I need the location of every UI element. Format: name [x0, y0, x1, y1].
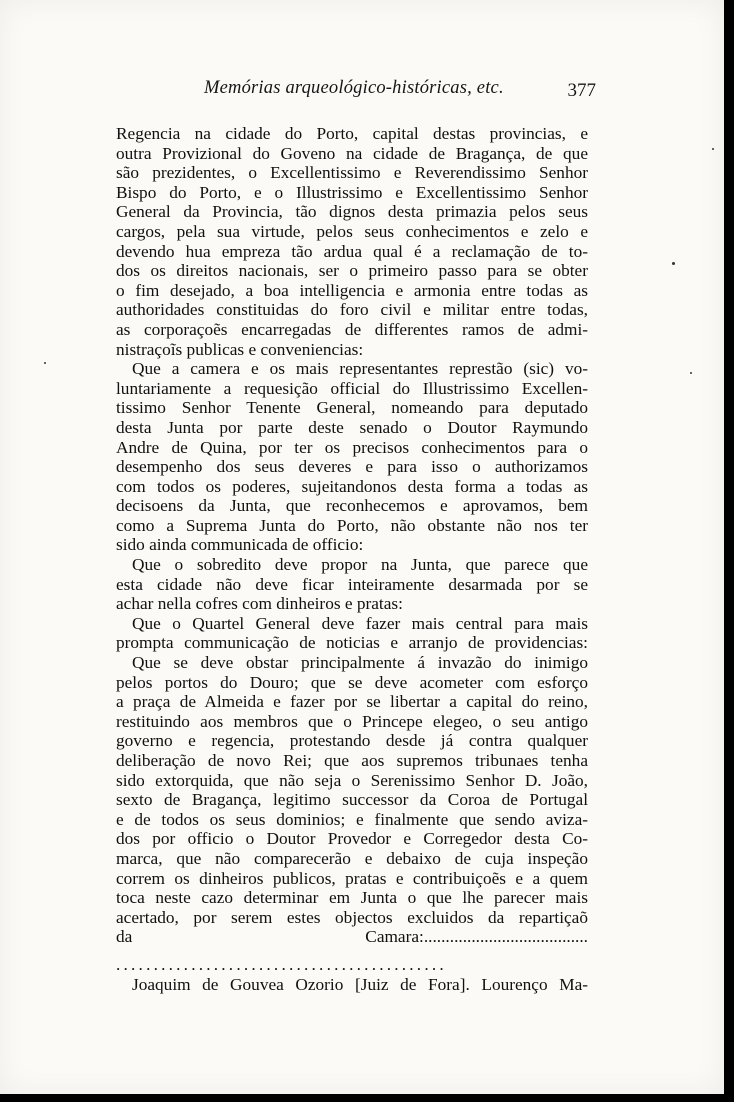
text-line: Bispo do Porto, e o Illustrissimo e Excellentissimo Senhor: [116, 182, 588, 202]
text-line: Que o sobredito deve propor na Junta, que parece que: [132, 555, 588, 575]
text-line: sido extorquida, que não seja o Serenissimo Senhor D. João,: [116, 770, 588, 790]
text-line: com todos os poderes, sujeitandonos desta forma a todas as: [116, 476, 588, 496]
text-line: Que se deve obstar principalmente á invazão do inimigo: [132, 653, 588, 673]
speck: [712, 148, 714, 150]
text-line: o fim desejado, a boa intelligencia e armonia entre todas as: [116, 280, 588, 300]
text-line: General da Provincia, tão dignos desta primazia pelos seus: [116, 202, 588, 222]
text-line: restituindo aos membros que o Princepe elegeo, o seu antigo: [116, 711, 588, 731]
text-line: desta Junta por parte deste senado o Doutor Raymundo: [116, 417, 588, 437]
text-line: pelos portos do Douro; que se deve acometer com esforço: [116, 672, 588, 692]
speck: [44, 362, 46, 364]
speck: [672, 262, 675, 265]
text-line: esta cidade não deve ficar inteiramente desarmada por se: [116, 574, 588, 594]
text-line: Andre de Quina, por ter os precisos conhecimentos para o: [116, 437, 588, 457]
text-line: e de todos os seus dominios; e finalmente que sendo aviza-: [116, 809, 588, 829]
text-line: deliberação de novo Rei; que aos supremos tribunaes tenha: [116, 751, 588, 770]
text-line: acertado, por serem estes objectos excluidos da repartiçaõ: [116, 907, 588, 927]
section-gap: [116, 947, 588, 955]
text-line: correm os dinheiros publicos, pratas e contribuiçoẽs e a quem: [116, 868, 588, 888]
text-line: outra Provizional do Goveno na cidade de Bragança, de que: [116, 143, 588, 163]
text-line: como a Suprema Junta do Porto, não obstante não nos ter: [116, 515, 588, 535]
text-line: devendo hua empreza tão ardua qual é a reclamação de to-: [116, 241, 588, 261]
text-line: Que a camera e os mais representantes represtão (sic) vo-: [132, 359, 588, 379]
dotted-separator: ............................................: [116, 954, 447, 974]
text-line: a praça de Almeida e fazer por se libertar a capital do reino,: [116, 692, 588, 712]
text-line: toca neste cazo determinar em Junta o que lhe parecer mais: [116, 888, 588, 908]
text-line: Que o Quartel General deve fazer mais central para mais: [132, 613, 588, 633]
text-line: dos os direitos nacionais, ser o primeiro passo para se obter: [116, 261, 588, 281]
text-line: authoridades constituidas do foro civil e militar entre todas,: [116, 300, 588, 320]
text-line: achar nella cofres com dinheiros e pratas:: [116, 594, 403, 614]
text-line: tissimo Senhor Tenente General, nomeando para deputado: [116, 398, 588, 418]
text-line: desempenho dos seus deveres e para isso o authorizamos: [116, 457, 588, 477]
text-line: sexto de Bragança, legitimo successor da Coroa de Portugal: [116, 790, 588, 810]
text-line: governo e regencia, protestando desde já contra qualquer: [116, 731, 588, 751]
text-line: luntariamente a requesição official do Illustrissimo Excellen-: [116, 378, 588, 398]
body-text: [116, 124, 588, 994]
scan-edge-right: [724, 0, 734, 1102]
page-header: [200, 78, 596, 106]
running-title: Memórias arqueológico-históricas, etc.: [204, 78, 504, 98]
text-line: Joaquim de Gouvea Ozorio [Juiz de Fora]. Lourenço Ma-: [132, 974, 588, 994]
text-line: decisoens da Junta, que reconhecemos e aprovamos, bem: [116, 496, 588, 516]
text-line: cargos, pela sua virtude, pelos seus conhecimentos e zelo e: [116, 221, 588, 241]
text-line: nistraçoĩs publicas e conveniencias:: [116, 339, 364, 359]
scan-edge-bottom: [0, 1094, 734, 1102]
text-line: prompta communicação de noticias e arranjo de providencias:: [116, 633, 588, 653]
text-line: marca, que não comparecerão e debaixo de cuja inspeção: [116, 848, 588, 868]
text-line: sido ainda communicada de officio:: [116, 535, 364, 555]
speck: [690, 372, 692, 374]
text-line: dos por officio o Doutor Provedor e Corregedor desta Co-: [116, 829, 588, 849]
text-line: Regencia na cidade do Porto, capital destas provincias, e: [116, 124, 588, 143]
text-line: são prezidentes, o Excellentissimo e Reverendissimo Senhor: [116, 163, 588, 183]
text-line: da Camara:......................................: [116, 927, 588, 947]
text-line: as corporaçoẽs encarregadas de differentes ramos de admi-: [116, 319, 588, 339]
page-number: 377: [567, 80, 596, 101]
